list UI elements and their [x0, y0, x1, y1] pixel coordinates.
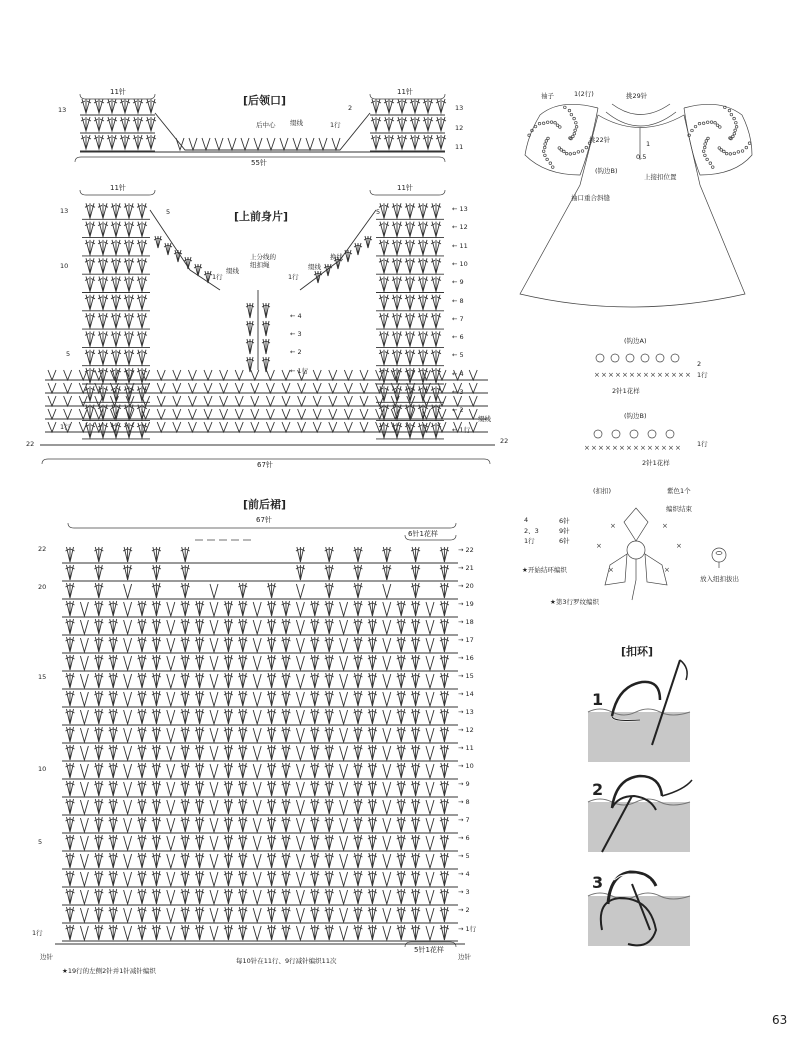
edge-b-row1: 1行: [697, 440, 708, 448]
svg-text:×: ×: [598, 444, 604, 452]
back-neck-top-left: 11针: [110, 88, 126, 96]
loop-step-2-illustration: [588, 776, 692, 852]
back-neck-row-13: 13: [455, 104, 464, 112]
skirt-repeat: 6针1花样: [408, 530, 438, 538]
skirt-slip-right: 边针: [458, 953, 471, 961]
loop-step-1-illustration: [588, 660, 690, 762]
upper-front-annotation: 上分线的纽扣绳: [250, 253, 276, 269]
skirt-right-row-label: → 4: [458, 870, 470, 878]
svg-text:×: ×: [629, 371, 635, 379]
skirt-right-row-label: → 20: [458, 582, 474, 590]
back-neck-row1: 1行: [330, 121, 341, 129]
svg-text:×: ×: [610, 522, 616, 530]
skirt-top: 67针: [256, 516, 272, 524]
svg-text:×: ×: [657, 371, 663, 379]
upper-front-join-b: 缀线: [308, 263, 321, 271]
upper-front-left-22: 22: [26, 440, 35, 448]
skirt-right-row-label: → 12: [458, 726, 474, 734]
skirt-right-row-label: → 9: [458, 780, 470, 788]
dress-sleeve-seam: 袖口重合斜缝: [571, 194, 610, 202]
upper-front-mid-row-label: ← 1行: [290, 367, 309, 375]
upper-front-right-row-label: ← 12: [452, 223, 468, 232]
svg-text:×: ×: [654, 444, 660, 452]
svg-text:×: ×: [596, 542, 602, 550]
skirt-left-row-label: 22: [38, 545, 47, 553]
back-neck-join: 缀线: [290, 119, 303, 127]
skirt-right-row-label: → 17: [458, 636, 474, 644]
edge-b-title: (钩边B): [624, 412, 647, 420]
upper-front-right-row-label: ← 7: [452, 314, 464, 323]
svg-text:×: ×: [662, 522, 668, 530]
loop-step-1: 1: [592, 690, 604, 709]
upper-front-label-1b: 1行: [288, 273, 299, 281]
skirt-slip-left: 边针: [40, 953, 53, 961]
upper-front-top-right: 11针: [397, 184, 413, 192]
skirt-right-row-label: → 10: [458, 762, 474, 770]
back-neck-bottom: 55针: [251, 159, 267, 167]
upper-front-label-5b: 5: [376, 208, 381, 216]
back-neck-title: [后领口]: [243, 94, 287, 107]
upper-front-right-row-label: ← 3: [452, 388, 464, 396]
svg-text:×: ×: [671, 371, 677, 379]
svg-text:×: ×: [584, 444, 590, 452]
skirt-right-row-label: → 13: [458, 708, 474, 716]
skirt-right-row-label: → 14: [458, 690, 474, 698]
upper-front-right-row-label: ← 2: [452, 406, 464, 415]
upper-front-bottom: 67针: [257, 461, 273, 469]
svg-text:×: ×: [608, 566, 614, 574]
svg-text:×: ×: [633, 444, 639, 452]
svg-text:×: ×: [668, 444, 674, 452]
skirt-right-row-label: → 15: [458, 672, 474, 680]
skirt-right-row-label: → 11: [458, 744, 474, 752]
button-row-1-n: 6针: [559, 537, 570, 545]
upper-front-left-13: 13: [60, 207, 69, 215]
svg-text:×: ×: [608, 371, 614, 379]
svg-text:×: ×: [591, 444, 597, 452]
skirt-right-row-label: → 6: [458, 834, 470, 842]
skirt-left-row-label: 15: [38, 673, 47, 681]
upper-front-join-c: 缀线: [478, 415, 491, 423]
skirt-right-row-label: → 1行: [458, 925, 477, 933]
page-number: 63: [772, 1013, 788, 1027]
skirt-right-row-label: → 22: [458, 546, 474, 554]
loop-step-3: 3: [592, 873, 604, 892]
upper-front-top-left: 11针: [110, 184, 126, 192]
svg-text:×: ×: [676, 542, 682, 550]
upper-front-right-row-label: ← 13: [452, 205, 468, 213]
skirt-left-row-label: 20: [38, 583, 47, 591]
upper-front-right-row-label: ← 8: [452, 296, 464, 305]
loop-step-2: 2: [592, 780, 604, 799]
skirt-left-row-label: 5: [38, 838, 43, 846]
back-neck-row2: 2: [348, 104, 353, 112]
upper-front-mid-row-label: ← 4: [290, 312, 302, 320]
svg-text:×: ×: [636, 371, 642, 379]
dress-cm-1: 1: [646, 140, 651, 148]
svg-text:×: ×: [601, 371, 607, 379]
upper-front-title: [上前身片]: [234, 210, 289, 223]
loop-step-3-illustration: [588, 872, 690, 946]
edge-b-repeat: 2针1花样: [642, 459, 670, 467]
svg-text:×: ×: [675, 444, 681, 452]
button-row-23-n: 9针: [559, 527, 570, 535]
dress-button-pos: 上接扣位置: [644, 173, 677, 181]
dress-sleeve: 袖子: [541, 92, 554, 100]
button-row-4: 4: [524, 516, 529, 524]
button-row3: ★第3行罗纹编织: [550, 598, 599, 606]
upper-front-label-1a: 1行: [212, 273, 223, 281]
upper-front-right-row-label: ← 1行: [452, 425, 471, 434]
upper-front-left-10: 10: [60, 262, 69, 270]
button-row-23: 2、3: [524, 527, 539, 535]
edge-a-repeat: 2针1花样: [612, 387, 640, 395]
upper-front-right-22: 22: [500, 437, 509, 445]
upper-front-join-a: 缀线: [226, 267, 239, 275]
upper-front-right-row-label: ← 4: [452, 369, 464, 378]
svg-text:×: ×: [661, 444, 667, 452]
upper-front-left-1: 1行: [60, 423, 71, 431]
svg-text:×: ×: [678, 371, 684, 379]
skirt-bottom-repeat: 5针1花样: [414, 946, 444, 954]
back-neck-row13-left: 13: [58, 106, 67, 114]
edge-a-row1: 1行: [697, 371, 708, 379]
skirt-right-row-label: → 21: [458, 564, 474, 572]
skirt-right-row-label: → 19: [458, 600, 474, 608]
back-neck-row-12: 12: [455, 124, 464, 132]
button-title: (扣扣): [593, 487, 612, 495]
skirt-right-row-label: → 16: [458, 654, 474, 662]
upper-front-right-row-label: ← 11: [452, 241, 468, 250]
upper-front-label-5a: 5: [166, 208, 171, 216]
upper-front-right-row-label: ← 5: [452, 351, 464, 360]
upper-front-change-yarn: 换线: [330, 253, 343, 261]
svg-text:×: ×: [626, 444, 632, 452]
skirt-right-row-label: → 2: [458, 906, 470, 914]
skirt-note-mid: 每10针在11行、9行减针编织11次: [236, 957, 337, 965]
dress-row12: 1(2行): [574, 90, 594, 98]
svg-text:×: ×: [612, 444, 618, 452]
button-row-1: 1行: [524, 537, 535, 545]
skirt-right-row-label: → 5: [458, 852, 470, 860]
skirt-left-row-label: 1行: [32, 929, 43, 937]
upper-front-right-row-label: ← 10: [452, 259, 468, 268]
skirt-right-row-label: → 3: [458, 888, 470, 896]
loop-title: [扣环]: [621, 645, 654, 658]
button-end: 编织结束: [666, 505, 692, 513]
svg-text:×: ×: [647, 444, 653, 452]
skirt-right-row-label: → 7: [458, 816, 470, 824]
edge-a-row2: 2: [697, 360, 702, 368]
button-row-4-n: 6针: [559, 517, 570, 525]
dress-cm-05: 0.5: [636, 153, 647, 161]
dress-needles-22: 挑22针: [589, 136, 611, 144]
button-insert: 放入纽扣拔出: [700, 575, 739, 583]
upper-front-left-5: 5: [66, 350, 71, 358]
svg-text:×: ×: [622, 371, 628, 379]
skirt-right-row-label: → 18: [458, 618, 474, 626]
dress-edge-b: (钩边B): [595, 167, 618, 175]
back-neck-center: 后中心: [256, 121, 276, 129]
skirt-left-row-label: 10: [38, 765, 47, 773]
back-neck-top-right: 11针: [397, 88, 413, 96]
edge-a-title: (钩边A): [624, 337, 647, 345]
upper-front-right-row-label: ← 6: [452, 333, 464, 342]
svg-text:×: ×: [664, 566, 670, 574]
skirt-title: [前后裙]: [243, 498, 287, 511]
svg-text:×: ×: [605, 444, 611, 452]
skirt-note-left: ★19行的左侧2针并1针减针编织: [62, 967, 156, 975]
dress-needles-29: 挑29针: [626, 92, 648, 100]
svg-text:×: ×: [640, 444, 646, 452]
svg-text:×: ×: [650, 371, 656, 379]
svg-text:×: ×: [594, 371, 600, 379]
svg-text:×: ×: [643, 371, 649, 379]
svg-text:×: ×: [619, 444, 625, 452]
svg-text:×: ×: [664, 371, 670, 379]
upper-front-mid-row-label: ← 3: [290, 330, 302, 338]
skirt-right-row-label: → 8: [458, 798, 470, 806]
button-start: ★开始结环编织: [522, 566, 567, 574]
svg-text:×: ×: [685, 371, 691, 379]
button-color: 紫色1个: [667, 487, 691, 495]
back-neck-row-11: 11: [455, 143, 464, 151]
upper-front-mid-row-label: ← 2: [290, 348, 302, 356]
upper-front-right-row-label: ← 9: [452, 278, 464, 287]
svg-text:×: ×: [615, 371, 621, 379]
